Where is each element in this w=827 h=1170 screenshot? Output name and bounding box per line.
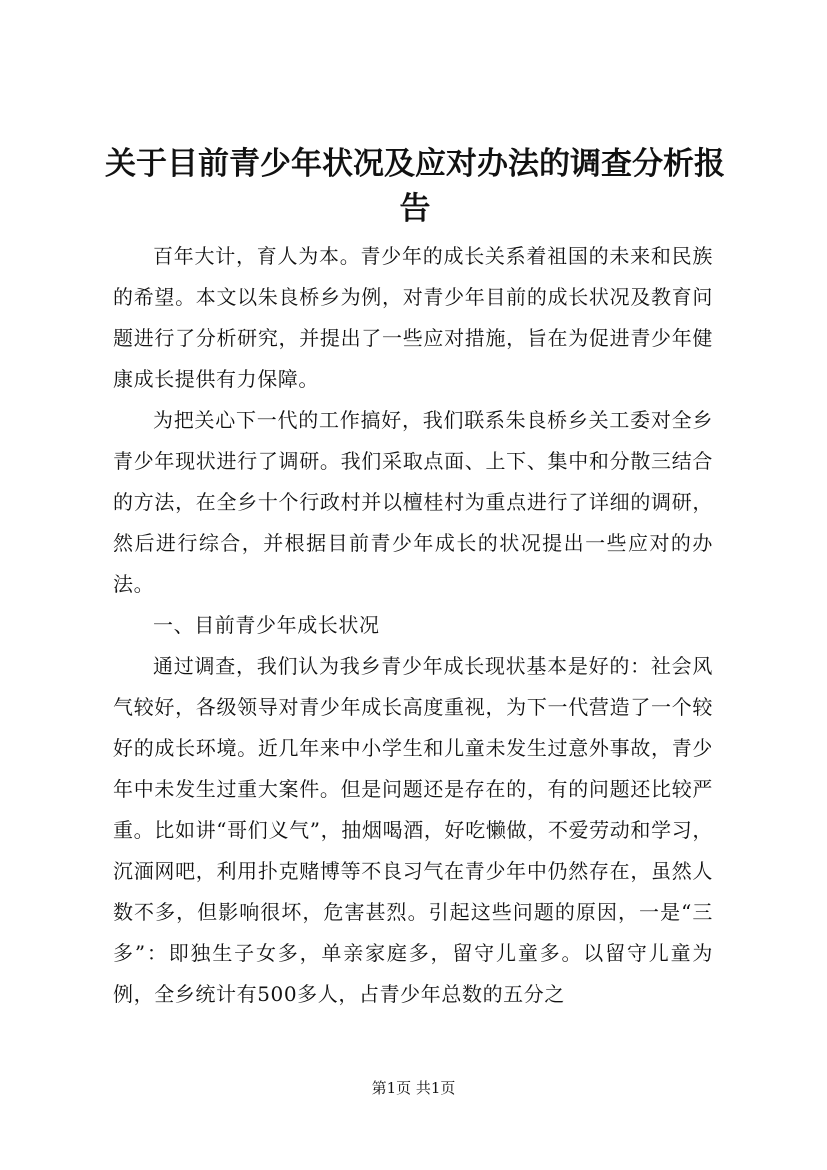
page-footer: 第1页 共1页: [371, 1079, 456, 1097]
paragraph-intro: 百年大计，育人为本。青少年的成长关系着祖国的未来和民族的希望。本文以朱良桥乡为例，对青少年目前的成长状况及教育问题进行了分析研究，并提出了一些应对措施，旨在为促进青少年健康成长提供有力保障。: [113, 244, 713, 391]
paragraph-method: 为把关心下一代的工作搞好，我们联系朱良桥乡关工委对全乡青少年现状进行了调研。我们采取点面、上下、集中和分散三结合的方法，在全乡十个行政村并以檀桂村为重点进行了详细的调研，然后进行综合，并根据目前青少年成长的状况提出一些应对的办法。: [113, 408, 713, 596]
section-heading: 一、目前青少年成长状况: [153, 613, 380, 637]
document-title: 关于目前青少年状况及应对办法的调查分析报告: [105, 146, 725, 227]
document-body: [113, 236, 713, 1015]
paragraph-status: 通过调查，我们认为我乡青少年成长现状基本是好的：社会风气较好，各级领导对青少年成长高度重视，为下一代营造了一个较好的成长环境。近几年来中小学生和儿童未发生过意外事故，青少年中未发生过重大案件。但是问题还是存在的，有的问题还比较严重。比如讲“哥们义气”，抽烟喝酒，好吃懒做，不爱劳动和学习，沉湎网吧，利用扑克赌博等不良习气在青少年中仍然存在，虽然人数不多，但影响很坏，危害甚烈。引起这些问题的原因，一是“三多”：即独生子女多，单亲家庭多，留守儿童多。以留守儿童为例，全乡统计有500多人，占青少年总数的五分之: [113, 654, 713, 1006]
